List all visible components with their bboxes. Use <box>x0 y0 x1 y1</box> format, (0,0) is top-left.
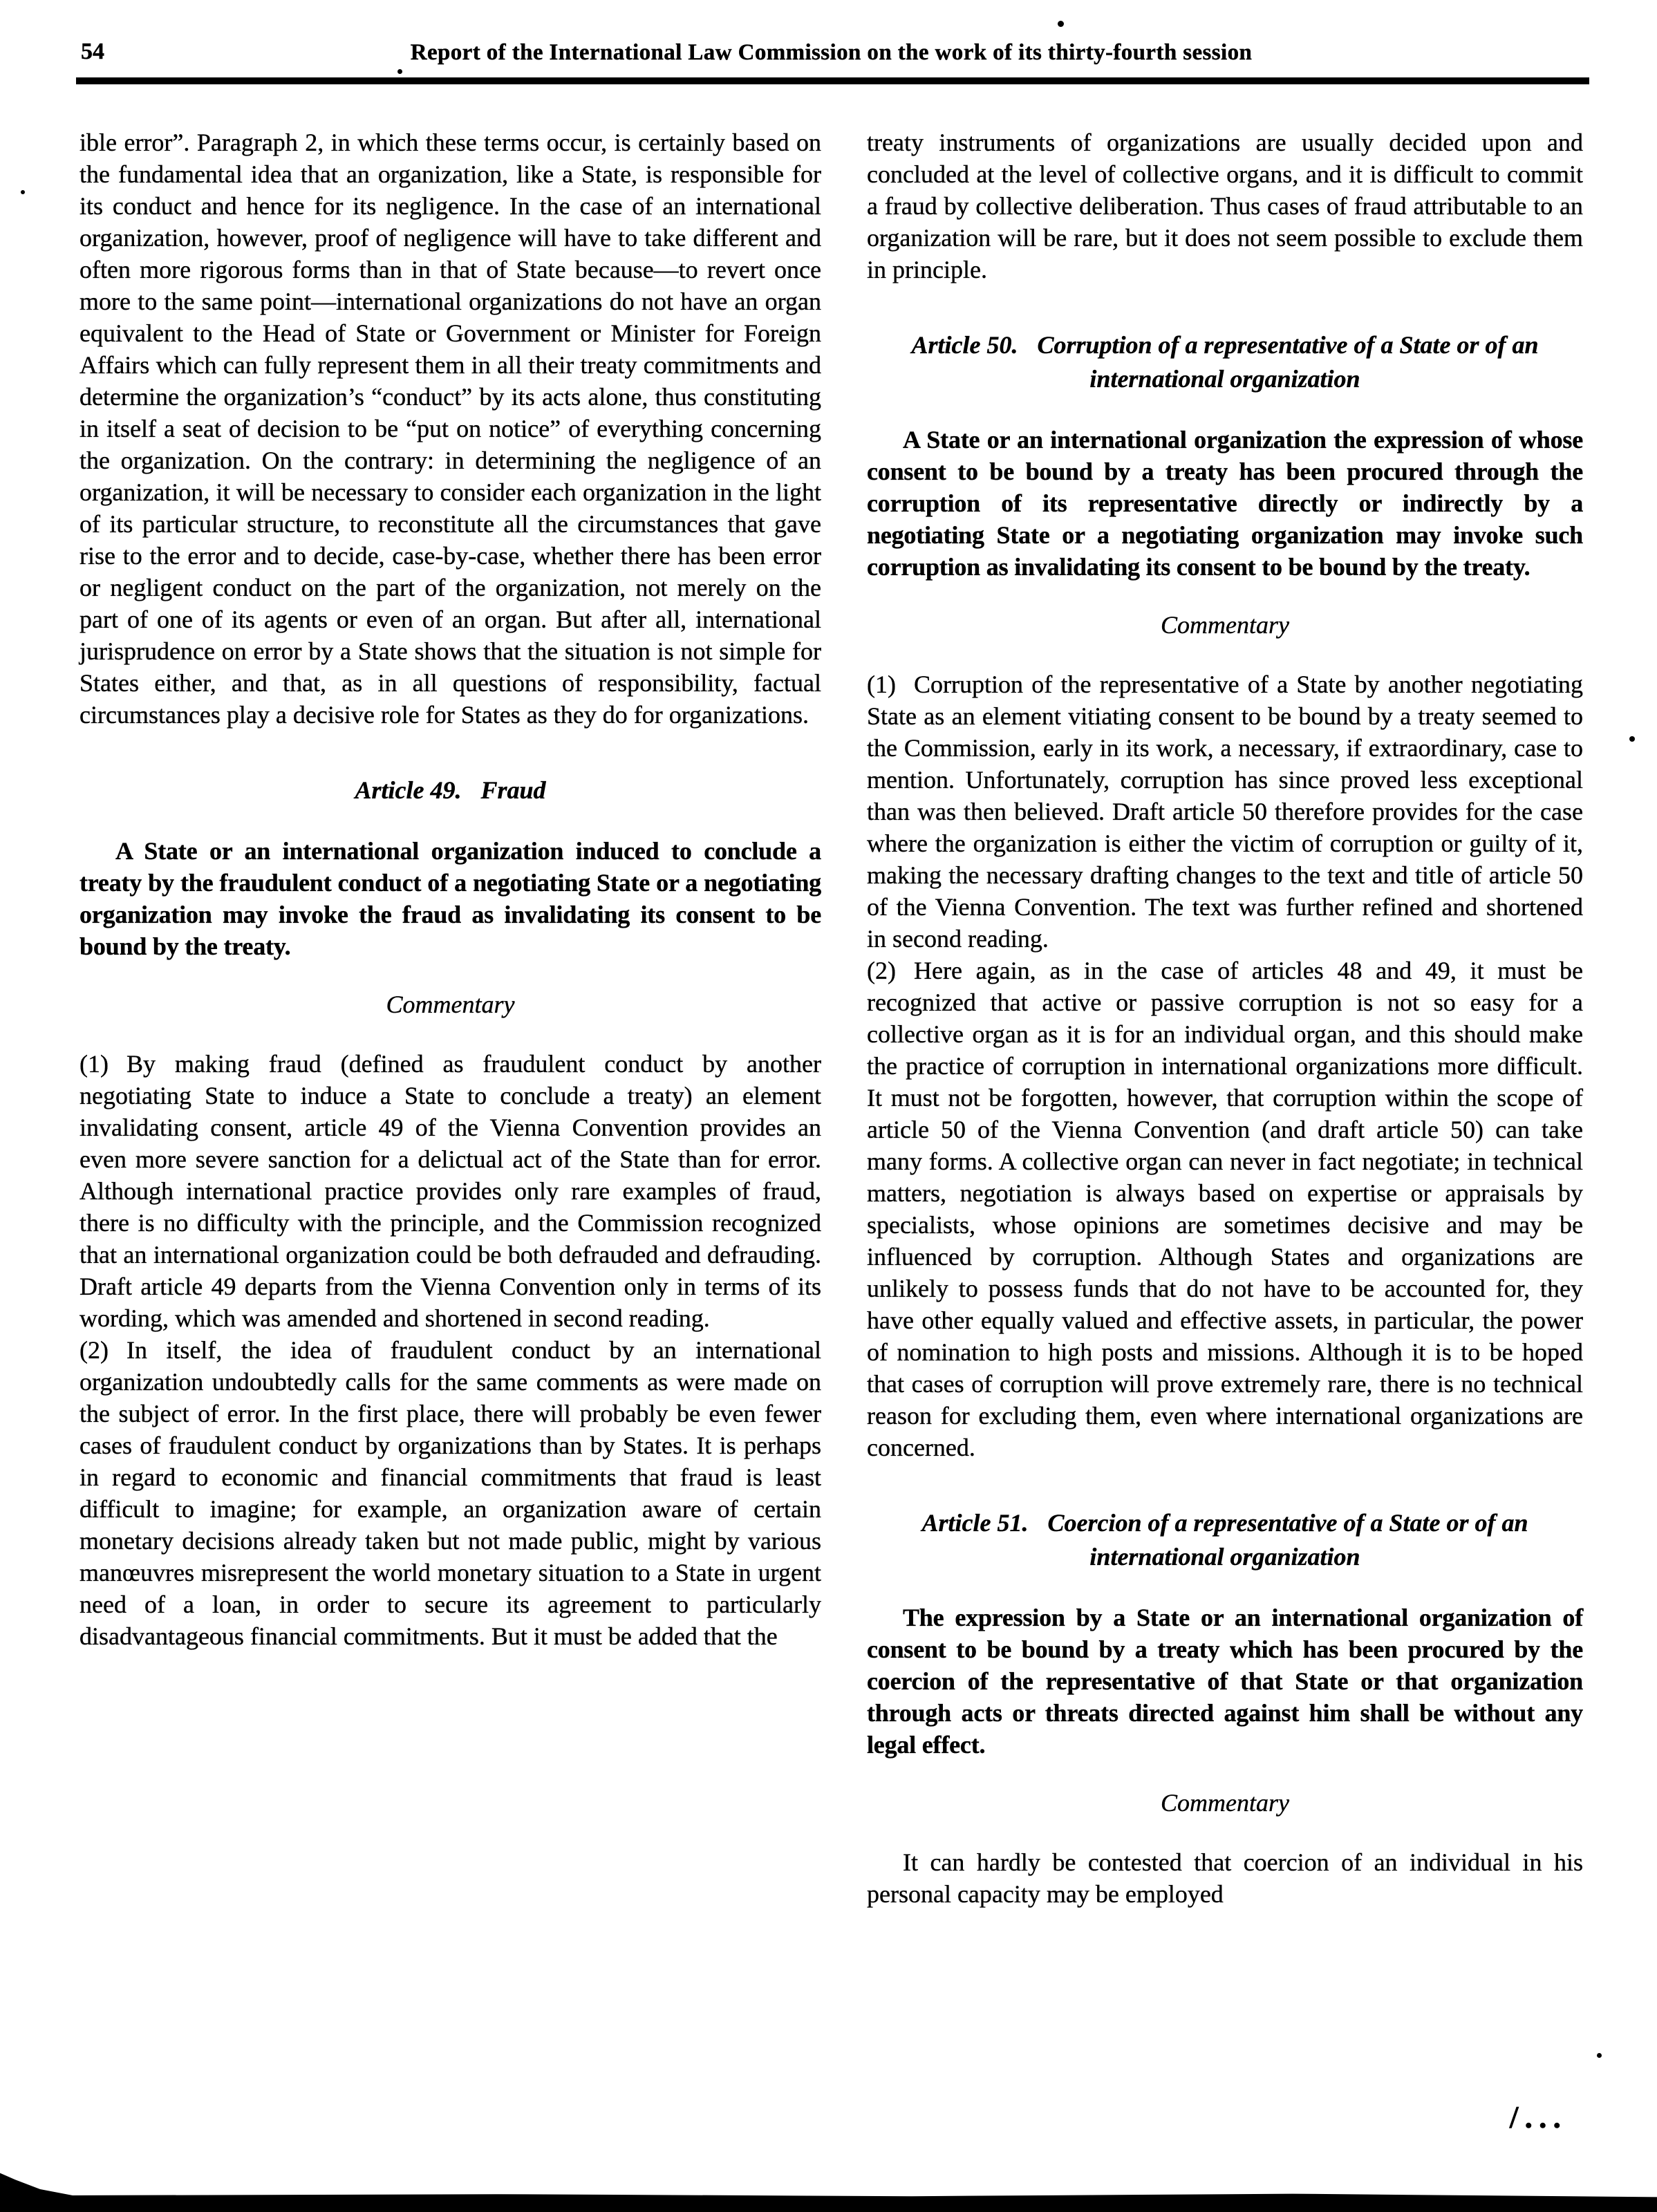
commentary-paragraph-49-2 <box>79 1334 821 1652</box>
header-rule <box>76 77 1589 84</box>
paragraph-text: In itself, the idea of fraudulent conduct by an international organization undoubtedly calls for the same comments as were made on the subject of error. In the first place, there will probably be even fewer cases of fraudulent conduct by organizations than by States. It is perhaps in regard to economic and financial commitments that fraud is least difficult to imagine; for example, an organization aware of certain monetary decisions already taken but not made public, might by various manœuvres misrepresent the world monetary situation to a State in urgent need of a loan, in order to secure its agreement to particularly disadvantageous financial commitments. But it must be added that the <box>79 1336 821 1650</box>
commentary-paragraph-50-2 <box>867 955 1583 1463</box>
commentary-heading-51: Commentary <box>1161 1789 1289 1817</box>
paragraph-text: By making fraud (defined as fraudulent conduct by another negotiating State to induce a State to conclude a treaty) an element invalidating consent, article 49 of the Vienna Convention provides an even more severe sanction for a delictual act of the State than for error. Although international practice provides only rare examples of fraud, there is no difficulty with the principle, and the Commission recognized that an international organization could be both defrauded and defrauding. Draft article 49 departs from the Vienna Convention only in terms of its wording, which was amended and shortened in second reading. <box>79 1050 821 1332</box>
article-50-label: Article 50. <box>911 331 1018 359</box>
page-number: 54 <box>81 39 104 64</box>
scan-speck <box>1629 736 1635 742</box>
left-column <box>79 126 821 1910</box>
paragraph-text: Corruption of the representative of a State by another negotiating State as an element vitiating consent to be bound by a treaty seemed to the Commission, early in its work, a necessary, if extraordinary, case to mention. Unfortunately, corruption has since proved less exceptional than was then believed. Draft article 50 therefore provides for the case where the organization is either the victim of corruption or guilty of it, making the necessary drafting changes to the text and title of article 50 of the Vienna Convention. The text was further refined and shortened in second reading. <box>867 671 1583 953</box>
text-columns <box>79 126 1583 1910</box>
article-49-provision: A State or an international organization induced to conclude a treaty by the fraudulent conduct of a negotiating State or a negotiating organization may invoke the fraud as invalidating its consent to be bound by the treaty. <box>79 837 821 960</box>
paragraph-marker: (1) <box>867 671 896 698</box>
scan-edge-artifact <box>0 2171 1657 2212</box>
paragraph-text: Here again, as in the case of articles 48 and 49, it must be recognized that active or passive corruption is not so easy for a collective organ as it is for an individual organ, and this should make the practice of corruption in international organizations more difficult. It must not be forgotten, however, that corruption within the scope of article 50 of the Vienna Convention (and draft article 50) can take many forms. A collective organ can never in fact negotiate; in technical matters, negotiation is always based on expertise or appraisals by specialists, whose opinions are sometimes decisive and may be influenced by corruption. Although States and organizations are unlikely to possess funds that do not have to be accounted for, they have other equally valued and effective assets, in particular, the power of nomination to high posts and missions. Although it is to be hoped that cases of corruption will prove extremely rare, there is no technical reason for excluding them, even where international organizations are concerned. <box>867 957 1583 1461</box>
scan-speck <box>1597 2053 1602 2058</box>
running-head-title: Report of the International Law Commission on the work of its thirty-fourth session <box>410 40 1253 65</box>
commentary-paragraph-50-1 <box>867 668 1583 955</box>
commentary-heading-49: Commentary <box>386 991 515 1018</box>
article-50-provision: A State or an international organization the expression of whose consent to be bound by a treaty has been procured through the corruption of its representative directly or indirectly by a negotiating State or a negotiating organization may invoke such corruption as invalidating its consent to be bound by the treaty. <box>867 426 1583 581</box>
continuation-paragraph: treaty instruments of organizations are usually decided upon and concluded at the level of collective organs, and it is difficult to commit a fraud by collective deliberation. Thus cases of fraud attributable to an organization will be rare, but it does not seem possible to exclude them in principle. <box>867 129 1583 283</box>
commentary-paragraph-49-1 <box>79 1048 821 1334</box>
paragraph-marker: (2) <box>867 957 896 984</box>
article-51-label: Article 51. <box>921 1509 1029 1537</box>
article-50-title: Corruption of a representative of a State or of an international organization <box>1037 331 1539 393</box>
scan-speck <box>21 190 25 194</box>
continuation-mark: /... <box>1509 2099 1567 2135</box>
article-51-title: Coercion of a representative of a State or of an international organization <box>1047 1509 1528 1571</box>
scan-speck <box>397 69 402 74</box>
article-49-title: Fraud <box>480 776 546 804</box>
article-50-heading <box>867 328 1583 396</box>
article-49-label: Article 49. <box>355 776 462 804</box>
commentary-heading-50: Commentary <box>1161 611 1289 639</box>
continuation-paragraph: ible error”. Paragraph 2, in which these terms occur, is certainly based on the fundamental idea that an organization, like a State, is responsible for its conduct and hence for its negligence. In the case of an international organization, however, proof of negligence will have to take different and often more rigorous forms than in that of State because—to revert once more to the same point—international organizations do not have an organ equivalent to the Head of State or Government or Minister for Foreign Affairs which can fully represent them in all their treaty commitments and determine the organization’s “conduct” by its acts alone, thus constituting in itself a seat of decision to be “put on notice” of everything concerning the organization. On the contrary: in determining the negligence of an organization, it will be necessary to consider each organization in the light of its particular structure, to reconstitute all the circumstances that gave rise to the error and to decide, case-by-case, whether there has been error or negligent conduct on the part of the organization, not merely on the part of one of its agents or even of an organ. But after all, international jurisprudence on error by a State shows that the situation is not simple for States either, and that, as in all questions of responsibility, factual circumstances play a decisive role for States as they do for organizations. <box>79 129 821 729</box>
paragraph-marker: (1) <box>79 1050 109 1078</box>
article-49-heading <box>79 774 821 807</box>
right-column <box>867 126 1583 1910</box>
commentary-paragraph-51: It can hardly be contested that coercion of an individual in his personal capacity may be employed <box>867 1848 1583 1908</box>
page-header <box>79 35 1583 71</box>
paragraph-marker: (2) <box>79 1336 109 1364</box>
article-51-provision: The expression by a State or an international organization of consent to be bound by a treaty which has been procured by the coercion of the representative of that State or that organization through acts or threats directed against him shall be without any legal effect. <box>867 1604 1583 1759</box>
scan-speck <box>1058 21 1064 27</box>
article-51-heading <box>867 1506 1583 1574</box>
